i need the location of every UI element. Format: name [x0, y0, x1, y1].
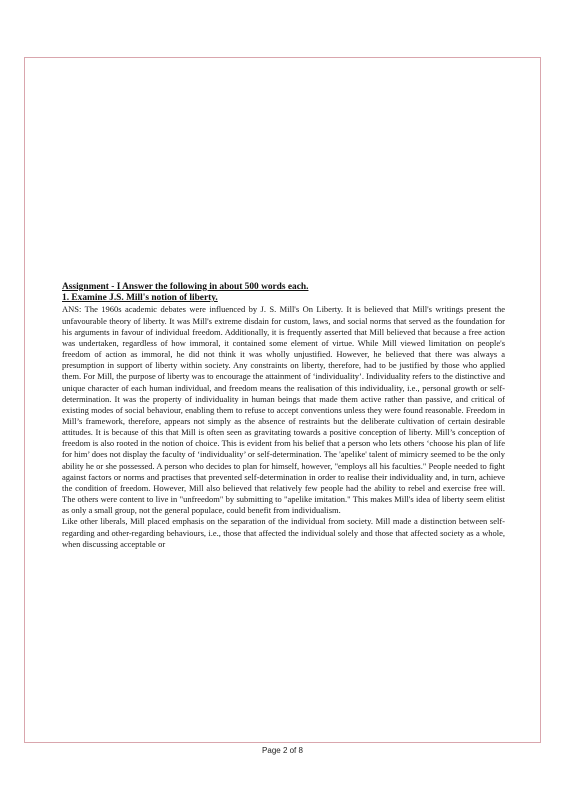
answer-paragraph: ANS: The 1960s academic debates were influenced by J. S. Mill's On Liberty. It is believed that Mill's writings present the unfavourable theory of liberty. It was Mill's extreme disdain for custom, laws, and social norms that served as the foundation for his arguments in favour of individual freedom. Additionally, it is frequently asserted that Mill believed that because a free action was undertaken, regardless of how immoral, it contained some element of virtue. While Mill viewed limitation on people's freedom of action as immoral, he did not think it was wholly unjustified. However, he believed that there was always a presumption in support of liberty within society. Any constraints on liberty, therefore, had to be justified by those who applied them. For Mill, the purpose of liberty was to encourage the attainment of ‘individuality’. Individuality refers to the distinctive and unique character of each human individual, and freedom means the realisation of this individuality, i.e., personal growth or self-determination. It was the property of individuality in human beings that made them active rather than passive, and critical of existing modes of social behaviour, enabling them to refuse to accept conventions unless they were found reasonable. Freedom in Mill’s framework, therefore, appears not simply as the absence of restraints but the deliberate cultivation of certain desirable attitudes. It is because of this that Mill is often seen as gravitating towards a positive conception of liberty. Mill’s conception of freedom is also rooted in the notion of choice. This is evident from his belief that a person who lets others ‘choose his plan of life for him’ does not display the faculty of ‘individuality’ or self-determination. The 'apelike' talent of mimicry seemed to be the only ability he or she possessed. A person who decides to plan for himself, however, "employs all his faculties." People needed to fight against factors or norms and practises that prevented self-determination in order to realise their individuality and, in turn, achieve the condition of freedom. However, Mill also believed that relatively few people had the ability to rebel and exercise free will. The others were content to live in "unfreedom" by submitting to "apelike imitation." This makes Mill's idea of liberty seem elitist as only a small group, not the general populace, could benefit from individualism.: [62, 304, 505, 516]
assignment-heading: Assignment - I Answer the following in about 500 words each.: [62, 282, 309, 292]
page-number: Page 2 of 8: [262, 746, 303, 755]
question-heading: 1. Examine J.S. Mill's notion of liberty.: [62, 293, 218, 304]
answer-paragraph: Like other liberals, Mill placed emphasis on the separation of the individual from society. Mill made a distinction between self-regarding and other-regarding behaviours, i.e., those that affected the individual solely and those that affected society as a whole, when discussing acceptable or: [62, 516, 505, 549]
document-body: [62, 282, 505, 550]
